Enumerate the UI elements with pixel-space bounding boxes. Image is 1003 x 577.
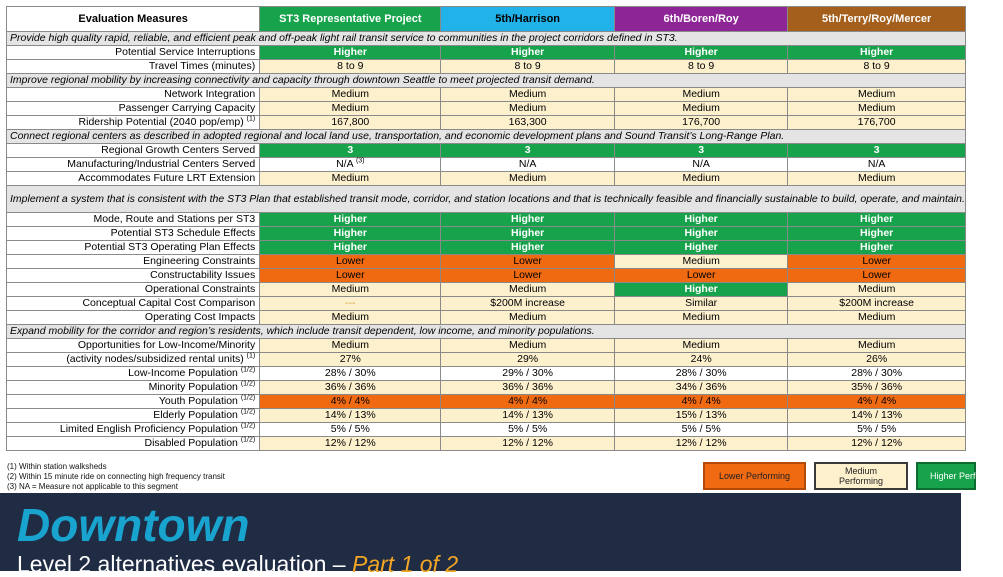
cell-st3: 167,800 — [260, 116, 441, 130]
legend-medium-label — [839, 466, 883, 486]
table-row — [7, 255, 966, 269]
footnote-1: (1) Within station walksheds — [7, 462, 107, 471]
table-row — [7, 311, 966, 325]
row-label — [7, 311, 260, 325]
footnote-3: (3) NA = Measure not applicable to this segment — [7, 482, 178, 491]
cell-boren: 5% / 5% — [614, 423, 788, 437]
row-label — [7, 88, 260, 102]
row-label — [7, 283, 260, 297]
label-text: Operational Constraints — [144, 283, 256, 295]
legend-lower-performing — [703, 462, 806, 490]
cell-terry: Higher — [788, 213, 965, 227]
cell-terry: N/A — [788, 158, 965, 172]
table-row — [7, 395, 966, 409]
row-label — [7, 102, 260, 116]
cell-boren: Medium — [614, 172, 788, 186]
row-label — [7, 339, 260, 353]
row-label — [7, 158, 260, 172]
cell-boren: Medium — [614, 255, 788, 269]
cell-harrison: 5% / 5% — [441, 423, 614, 437]
label-text: (activity nodes/subsidized rental units) — [66, 353, 244, 365]
section-row — [7, 325, 966, 339]
cell-st3: 4% / 4% — [260, 395, 441, 409]
cell-harrison: 4% / 4% — [441, 395, 614, 409]
cell-terry: 3 — [788, 144, 965, 158]
table-row — [7, 144, 966, 158]
cell-harrison: 29% — [441, 353, 614, 367]
label-text: Limited English Proficiency Population — [59, 423, 238, 435]
row-label — [7, 241, 260, 255]
row-label — [7, 395, 260, 409]
cell-terry: Medium — [788, 102, 965, 116]
cell-harrison: Medium — [441, 88, 614, 102]
label-text: Operating Cost Impacts — [144, 311, 256, 323]
cell-harrison: Medium — [441, 283, 614, 297]
legend-medium-line2: Performing — [838, 476, 883, 486]
cell-terry: Higher — [788, 241, 965, 255]
cell-terry: 5% / 5% — [788, 423, 965, 437]
header-boren: 6th/Boren/Roy — [614, 7, 788, 32]
row-label — [7, 46, 260, 60]
footnote-ref: (1/2) — [240, 394, 256, 402]
legend-higher-performing — [916, 462, 1003, 490]
page-title: Downtown — [17, 499, 250, 551]
table-row — [7, 381, 966, 395]
header-row — [7, 7, 966, 32]
cell-st3: 3 — [260, 144, 441, 158]
cell-boren: Higher — [614, 213, 788, 227]
cell-terry: 8 to 9 — [788, 60, 965, 74]
cell-terry: Medium — [788, 88, 965, 102]
table-row — [7, 102, 966, 116]
label-text: Elderly Population — [153, 409, 238, 421]
cell-boren: 28% / 30% — [614, 367, 788, 381]
cell-harrison: 14% / 13% — [441, 409, 614, 423]
cell-boren: Medium — [614, 88, 788, 102]
label-text: Regional Growth Centers Served — [101, 144, 256, 156]
cell-st3: --- — [260, 297, 441, 311]
cell-harrison: Higher — [441, 227, 614, 241]
cell-harrison: Lower — [441, 269, 614, 283]
section-row — [7, 130, 966, 144]
cell-harrison: 36% / 36% — [441, 381, 614, 395]
row-label — [7, 116, 260, 130]
label-text: Potential Service Interruptions — [115, 46, 256, 58]
footnote-ref: (1/2) — [240, 436, 256, 444]
cell-st3: 28% / 30% — [260, 367, 441, 381]
cell-harrison: N/A — [441, 158, 614, 172]
table-row — [7, 88, 966, 102]
cell-terry: Medium — [788, 339, 965, 353]
footnote-ref: (1) — [246, 115, 256, 123]
cell-st3: Medium — [260, 172, 441, 186]
table-row — [7, 437, 966, 451]
footnote-ref: (1/2) — [240, 408, 256, 416]
footnotes — [7, 462, 225, 492]
row-label — [7, 297, 260, 311]
table-row — [7, 367, 966, 381]
table-row — [7, 423, 966, 437]
section-row — [7, 186, 966, 213]
cell-st3: Higher — [260, 241, 441, 255]
label-text: Accommodates Future LRT Extension — [78, 172, 256, 184]
table-row — [7, 353, 966, 367]
cell-boren: 176,700 — [614, 116, 788, 130]
cell-harrison: 12% / 12% — [441, 437, 614, 451]
cell-boren: Higher — [614, 227, 788, 241]
cell-boren: Higher — [614, 46, 788, 60]
table-row — [7, 283, 966, 297]
cell-harrison: Medium — [441, 311, 614, 325]
table-row — [7, 409, 966, 423]
cell-terry: 26% — [788, 353, 965, 367]
footnote-2: (2) Within 15 minute ride on connecting high frequency transit — [7, 472, 225, 481]
row-label — [7, 60, 260, 74]
cell-st3: 8 to 9 — [260, 60, 441, 74]
label-text: Conceptual Capital Cost Comparison — [82, 297, 256, 309]
cell-st3: Higher — [260, 227, 441, 241]
cell-terry: 28% / 30% — [788, 367, 965, 381]
label-text: Ridership Potential (2040 pop/emp) — [78, 116, 244, 128]
cell-terry: Higher — [788, 46, 965, 60]
label-text: Potential ST3 Operating Plan Effects — [84, 241, 256, 253]
table-row — [7, 269, 966, 283]
footnote-ref: (1) — [246, 352, 256, 360]
label-text: Youth Population — [158, 395, 238, 407]
cell-st3: Higher — [260, 213, 441, 227]
cell-terry: Medium — [788, 283, 965, 297]
cell-st3: Higher — [260, 46, 441, 60]
label-text: Opportunities for Low-Income/Minority — [77, 339, 256, 351]
title-banner — [0, 493, 961, 577]
cell-harrison: Higher — [441, 213, 614, 227]
cell-st3: 27% — [260, 353, 441, 367]
cell-boren: Medium — [614, 311, 788, 325]
cell-boren: 15% / 13% — [614, 409, 788, 423]
cell-st3: 12% / 12% — [260, 437, 441, 451]
label-text: Manufacturing/Industrial Centers Served — [67, 158, 256, 170]
label-text: Engineering Constraints — [143, 255, 256, 267]
cell-st3: 5% / 5% — [260, 423, 441, 437]
cell-harrison: Medium — [441, 339, 614, 353]
cell-boren: 4% / 4% — [614, 395, 788, 409]
cell-terry: 176,700 — [788, 116, 965, 130]
cell-harrison: 3 — [441, 144, 614, 158]
cell-terry: 35% / 36% — [788, 381, 965, 395]
cell-st3: Medium — [260, 88, 441, 102]
cell-terry: $200M increase — [788, 297, 965, 311]
cell-terry: Lower — [788, 255, 965, 269]
table-row — [7, 116, 966, 130]
table-row — [7, 339, 966, 353]
header-measures: Evaluation Measures — [7, 7, 260, 32]
legend-higher-label: Higher Performing — [930, 471, 1003, 481]
section-row — [7, 32, 966, 46]
cell-st3 — [260, 158, 441, 172]
section-3: Connect regional centers as described in adopted regional and local land use, transportation, and economic development plans and Sound Transit’s Long-Range Plan. — [7, 130, 966, 144]
legend-medium-line1: Medium — [844, 466, 877, 476]
cell-boren: Higher — [614, 283, 788, 297]
section-1: Provide high quality rapid, reliable, and efficient peak and off-peak light rail transit service to communities in the project corridors defined in ST3. — [7, 32, 966, 46]
row-label — [7, 269, 260, 283]
cell-harrison: Higher — [441, 241, 614, 255]
cell-boren: Medium — [614, 102, 788, 116]
evaluation-matrix — [6, 6, 966, 451]
section-5: Expand mobility for the corridor and region’s residents, which include transit dependent, low income, and minority populations. — [7, 325, 966, 339]
cell-harrison: 29% / 30% — [441, 367, 614, 381]
cell-boren: N/A — [614, 158, 788, 172]
cell-terry: 12% / 12% — [788, 437, 965, 451]
cell-harrison: $200M increase — [441, 297, 614, 311]
header-terry: 5th/Terry/Roy/Mercer — [788, 7, 965, 32]
cell-st3: Medium — [260, 283, 441, 297]
row-label — [7, 409, 260, 423]
cell-harrison: Medium — [441, 172, 614, 186]
cell-boren: Similar — [614, 297, 788, 311]
cell-harrison: 163,300 — [441, 116, 614, 130]
section-4: Implement a system that is consistent with the ST3 Plan that established transit mode, corridor, and station locations and that is technically feasible and financially sustainable to build, operate, and maintain. — [7, 186, 966, 213]
cell-st3: Medium — [260, 311, 441, 325]
legend-lower-label: Lower Performing — [718, 471, 791, 481]
row-label — [7, 213, 260, 227]
row-label — [7, 172, 260, 186]
table-row — [7, 241, 966, 255]
cell-boren: 8 to 9 — [614, 60, 788, 74]
row-label — [7, 423, 260, 437]
table-row — [7, 46, 966, 60]
row-label — [7, 437, 260, 451]
label-text: Network Integration — [164, 88, 256, 100]
row-label — [7, 144, 260, 158]
legend-medium-performing — [814, 462, 908, 490]
cell-terry: Higher — [788, 227, 965, 241]
cell-terry: 14% / 13% — [788, 409, 965, 423]
label-text: Travel Times (minutes) — [148, 60, 256, 72]
row-label — [7, 353, 260, 367]
cell-boren: Higher — [614, 241, 788, 255]
label-text: Disabled Population — [144, 437, 238, 449]
cell-harrison: Higher — [441, 46, 614, 60]
cell-boren: 24% — [614, 353, 788, 367]
row-label — [7, 381, 260, 395]
cell-boren: Medium — [614, 339, 788, 353]
label-text: Low-Income Population — [128, 367, 238, 379]
subtitle-text: Level 2 alternatives evaluation – — [17, 551, 352, 577]
header-st3: ST3 Representative Project — [260, 7, 441, 32]
cell-st3: 36% / 36% — [260, 381, 441, 395]
cell-boren: 12% / 12% — [614, 437, 788, 451]
cell-harrison: 8 to 9 — [441, 60, 614, 74]
cell-terry: 4% / 4% — [788, 395, 965, 409]
cell-st3: Medium — [260, 339, 441, 353]
table-row — [7, 297, 966, 311]
label-text: Constructability Issues — [150, 269, 256, 281]
cell-terry: Medium — [788, 172, 965, 186]
label-text: Minority Population — [148, 381, 238, 393]
row-label — [7, 255, 260, 269]
cell-terry: Lower — [788, 269, 965, 283]
cell-st3: Medium — [260, 102, 441, 116]
row-label — [7, 367, 260, 381]
cell-st3: Lower — [260, 269, 441, 283]
row-label — [7, 227, 260, 241]
section-2: Improve regional mobility by increasing connectivity and capacity through downtown Seattle to meet projected transit demand. — [7, 74, 966, 88]
cell-harrison: Lower — [441, 255, 614, 269]
footnote-ref: (1/2) — [240, 380, 256, 388]
cell-st3: Lower — [260, 255, 441, 269]
label-text: Passenger Carrying Capacity — [118, 102, 256, 114]
table-row — [7, 213, 966, 227]
table-row — [7, 60, 966, 74]
cell-boren: 3 — [614, 144, 788, 158]
table-row — [7, 227, 966, 241]
header-harrison: 5th/Harrison — [441, 7, 614, 32]
table-row — [7, 172, 966, 186]
footnote-ref: (1/2) — [240, 366, 256, 374]
cell-terry: Medium — [788, 311, 965, 325]
cell-harrison: Medium — [441, 102, 614, 116]
section-row — [7, 74, 966, 88]
cell-boren: Lower — [614, 269, 788, 283]
cell-boren: 34% / 36% — [614, 381, 788, 395]
footnote-ref: (3) — [355, 157, 365, 165]
page-subtitle — [17, 551, 458, 577]
cell-st3: 14% / 13% — [260, 409, 441, 423]
subtitle-part: Part 1 of 2 — [352, 551, 459, 577]
label-text: Potential ST3 Schedule Effects — [110, 227, 256, 239]
footnote-ref: (1/2) — [240, 422, 256, 430]
cell-value: N/A — [336, 158, 354, 170]
table-row — [7, 158, 966, 172]
label-text: Mode, Route and Stations per ST3 — [93, 213, 256, 225]
